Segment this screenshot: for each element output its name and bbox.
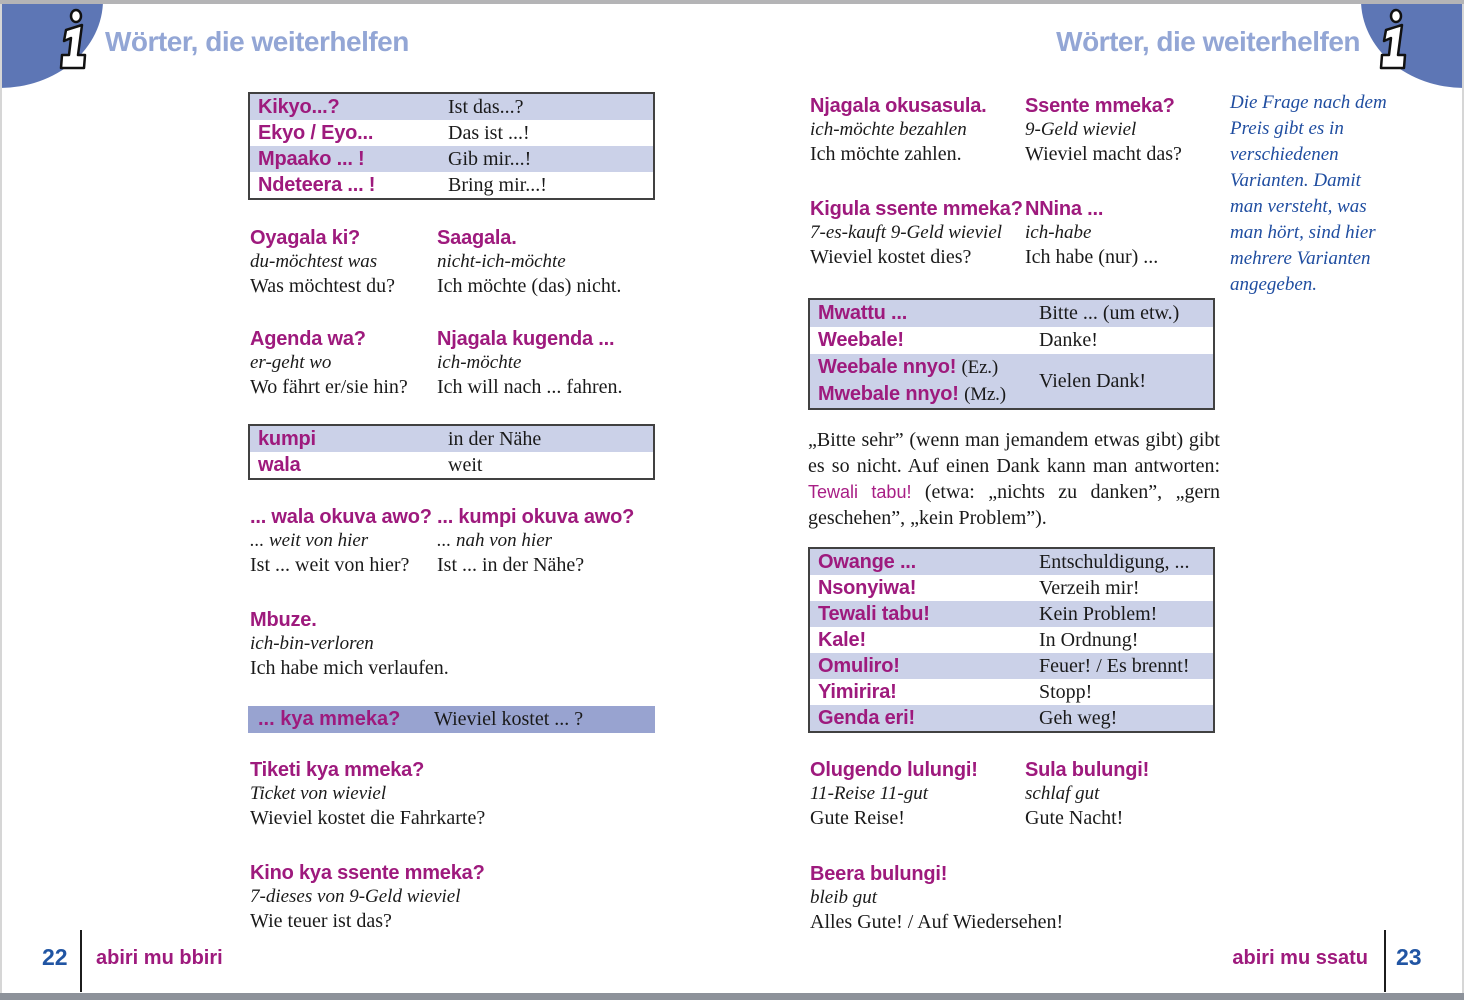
german-translation: Ist ... weit von hier? [250,554,410,576]
luganda-cell: Kale! [818,628,866,651]
german-translation: Gute Reise! [810,807,905,829]
luganda-cell: Mpaako ... ! [258,147,365,170]
interlinear-gloss: du-möchtest was [250,251,378,272]
luganda-cell: Ekyo / Eyo... [258,121,374,144]
german-cell: weit [448,453,483,476]
luganda-cell: Omuliro! [818,654,900,677]
luganda-headword: Beera bulungi! [810,863,948,885]
luganda-headword: Sula bulungi! [1025,759,1150,781]
luganda-headword: ... wala okuva awo? [250,506,432,528]
luganda-headword: Kigula ssente mmeka? [810,198,1023,220]
table-row [249,120,654,146]
luganda-cell: Genda eri! [818,706,915,729]
phrase-table-basic [248,92,655,200]
phrase-block [250,608,449,681]
german-translation: Gute Nacht! [1025,807,1124,829]
luganda-headword: Weebale nnyo! [818,356,957,378]
phrase-block [810,862,1063,935]
phrase-block [1025,758,1149,831]
german-cell: Feuer! / Es brennt! [1039,654,1190,677]
luganda-headword: NNina ... [1025,198,1104,220]
german-translation: Wieviel macht das? [1025,143,1182,165]
german-translation: Ich habe (nur) ... [1025,246,1159,268]
luganda-headword: Agenda wa? [250,328,366,350]
german-translation: Ich habe mich verlaufen. [250,657,449,679]
german-translation: Wieviel kostet dies? [810,246,972,268]
table-row [249,425,654,452]
usage-note-paragraph [808,427,1220,531]
table-row [809,299,1214,327]
luganda-headword: Oyagala ki? [250,227,361,249]
luganda-headword: Tiketi kya mmeka? [250,759,425,781]
luganda-headword: Njagala kugenda ... [437,328,615,350]
phrase-block [437,327,622,400]
interlinear-gloss: ich-möchte bezahlen [810,119,967,140]
footer-phrase-left: abiri mu bbiri [96,947,223,969]
luganda-cell: Nsonyiwa! [818,576,917,599]
interlinear-gloss: ... weit von hier [250,530,369,551]
margin-note: Die Frage nach dem Preis gibt es in verschiedenen Varianten. Damit man versteht, was man hört, sind hier mehrere Varianten angegeben. [1230,92,1387,295]
table-row [809,653,1214,679]
footer-rule-right [1384,930,1386,992]
luganda-headword: Saagala. [437,227,517,249]
luganda-cell: Owange ... [818,550,917,573]
german-translation: Ich möchte (das) nicht. [437,275,622,297]
german-translation: Alles Gute! / Auf Wiedersehen! [810,911,1064,933]
luganda-cell: Tewali tabu! [818,602,930,625]
interlinear-gloss: er-geht wo [250,352,332,373]
phrase-block [250,758,485,831]
german-cell: Danke! [1039,329,1098,351]
interlinear-gloss: 11-Reise 11-gut [810,783,929,804]
german-translation: Ich möchte zahlen. [810,143,962,165]
interlinear-gloss: 9-Geld wieviel [1025,119,1137,140]
german-cell: Vielen Dank! [1039,369,1147,392]
info-icon [52,6,96,84]
interlinear-gloss: 7-es-kauft 9-Geld wieviel [810,222,1003,243]
paragraph-text: „Bitte sehr” (wenn man jemandem etwas gibt) gibt es so nicht. Auf einen Dank kann man antworten: [808,429,1220,477]
page-edge-left [0,0,2,1000]
luganda-headword: Mbuze. [250,609,317,631]
luganda-cell: Mwattu ... [818,302,908,324]
luganda-headword: Ssente mmeka? [1025,95,1175,117]
page-edge-top [0,0,1464,4]
table-row [809,679,1214,705]
german-cell: Bitte ... (um etw.) [1039,302,1180,324]
number-note: (Mz.) [964,384,1006,405]
emergency-table [808,547,1215,733]
luganda-cell: wala [258,453,301,476]
german-translation: Wie teuer ist das? [250,910,392,932]
inline-luganda-phrase: Tewali tabu! [808,482,912,502]
interlinear-gloss: ich-habe [1025,222,1092,243]
luganda-headword: Mwebale nnyo! [818,383,959,405]
info-icon [1372,6,1416,84]
phrase-block [810,94,986,167]
interlinear-gloss: schlaf gut [1025,783,1100,804]
interlinear-gloss: bleib gut [810,887,878,908]
table-row [809,601,1214,627]
phrase-block [810,758,978,831]
german-cell: Ist das...? [448,95,524,118]
proximity-table [248,424,655,480]
table-row [249,452,654,479]
phrase-block [437,226,621,299]
german-translation: Was möchtest du? [250,275,396,297]
luganda-cell: kumpi [258,427,316,450]
page-number-left: 22 [42,944,68,970]
phrase-block [250,226,395,299]
phrase-block [1025,197,1158,270]
table-row [809,627,1214,653]
footer-phrase-right: abiri mu ssatu [1232,947,1368,969]
luganda-cell: Yimirira! [818,680,897,703]
luganda-cell [809,354,1031,409]
german-translation: Wo fährt er/sie hin? [250,376,408,398]
german-cell: Das ist ...! [448,121,530,144]
footer-rule-left [80,930,82,992]
german-cell: Verzeih mir! [1039,576,1140,599]
interlinear-gloss: ich-bin-verloren [250,633,374,654]
luganda-cell: ... kya mmeka? [258,708,401,730]
german-cell: in der Nähe [448,427,542,450]
luganda-cell: Ndeteera ... ! [258,173,376,196]
german-cell: Gib mir...! [448,147,532,170]
paragraph-text: (etwa: „nichts zu danken”, „gern geschehen”, „kein Problem”). [808,481,1220,529]
phrase-block [1025,94,1182,167]
german-cell: Stopp! [1039,680,1093,703]
german-cell: Bring mir...! [448,173,547,196]
german-cell: Wieviel kostet ... ? [434,708,584,730]
luganda-headword: ... kumpi okuva awo? [437,506,635,528]
german-cell: Kein Problem! [1039,602,1158,625]
german-translation: Ich will nach ... fahren. [437,376,623,398]
page-header-title-left: Wörter, die weiterhelfen [105,26,409,57]
luganda-cell: Kikyo...? [258,95,340,118]
interlinear-gloss: ... nah von hier [437,530,553,551]
table-row [809,327,1214,354]
number-note: (Ez.) [961,357,998,378]
german-translation: Ist ... in der Nähe? [437,554,585,576]
phrase-block [437,505,634,578]
german-cell: Entschuldigung, ... [1039,550,1190,573]
luganda-headword: Kino kya ssente mmeka? [250,862,485,884]
price-question-band [248,706,655,733]
page-header-title-right: Wörter, die weiterhelfen [1056,26,1360,57]
german-cell: Geh weg! [1039,706,1118,729]
interlinear-gloss: nicht-ich-möchte [437,251,566,272]
phrase-block [250,327,408,400]
table-row [809,548,1214,575]
phrase-block [810,197,1023,270]
table-row [809,705,1214,732]
german-translation: Wieviel kostet die Fahrkarte? [250,807,486,829]
luganda-headword: Olugendo lulungi! [810,759,978,781]
luganda-cell: Weebale! [818,329,904,351]
phrase-block [250,505,432,578]
page-edge-bottom [0,993,1464,1000]
page-number-right: 23 [1396,944,1422,970]
table-row [809,575,1214,601]
courtesy-table [808,298,1215,410]
table-row [249,93,654,120]
interlinear-gloss: ich-möchte [437,352,522,373]
phrase-block [250,861,485,934]
luganda-headword: Njagala okusasula. [810,95,987,117]
table-row [809,354,1214,409]
german-cell: In Ordnung! [1039,628,1139,651]
table-row [249,146,654,172]
interlinear-gloss: Ticket von wieviel [250,783,387,804]
table-row [249,172,654,199]
interlinear-gloss: 7-dieses von 9-Geld wieviel [250,886,461,907]
